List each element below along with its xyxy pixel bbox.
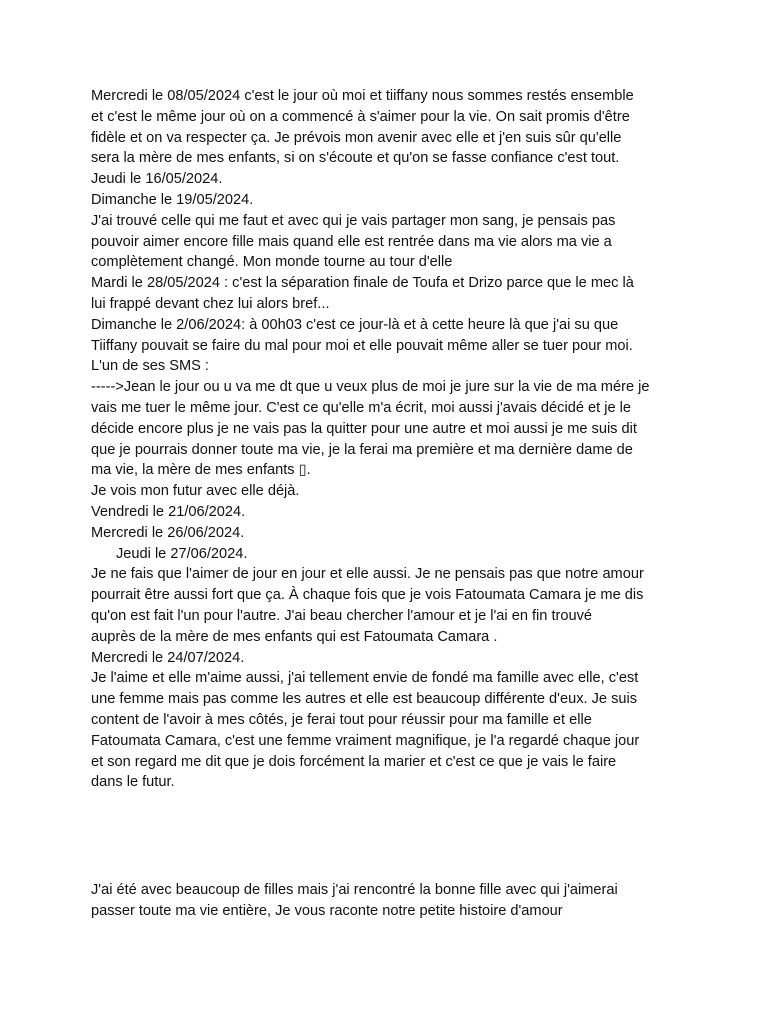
text-line: auprès de la mère de mes enfants qui est Fatoumata Camara .	[91, 628, 498, 645]
text-line: Mardi le 28/05/2024 : c'est la séparation finale de Toufa et Drizo parce que le mec là	[91, 275, 634, 292]
text-line: J'ai été avec beaucoup de filles mais j'ai rencontré la bonne fille avec qui j'aimerai	[91, 882, 618, 898]
text-line: Dimanche le 2/06/2024: à 00h03 c'est ce jour-là et à cette heure là que j'ai su que	[91, 316, 619, 333]
text-line: L'un de ses SMS :	[91, 358, 209, 375]
text-line: pourrait être aussi fort que ça. À chaque fois que je vois Fatoumata Camara je me dis	[91, 587, 644, 604]
text-line: J'ai trouvé celle qui me faut et avec qui je vais partager mon sang, je pensais pas	[91, 212, 616, 229]
text-line: une femme mais pas comme les autres et elle est beaucoup différente d'eux. Je suis	[91, 691, 638, 708]
date-line: Mercredi le 26/06/2024.	[91, 524, 245, 541]
text-line: vais me tuer le même jour. C'est ce qu'elle m'a écrit, moi aussi j'avais décidé et je le	[91, 399, 631, 416]
text-line: que je pourrais donner toute ma vie, je la ferai ma première et ma dernière dame de	[91, 441, 633, 458]
date-line: Jeudi le 27/06/2024.	[116, 545, 248, 562]
diary-text	[91, 86, 691, 793]
closing-paragraph	[91, 880, 691, 922]
text-line: Tiiffany pouvait se faire du mal pour moi et elle pouvait même aller se tuer pour moi.	[91, 337, 633, 354]
text-line: qu'on est fait l'un pour l'autre. J'ai beau chercher l'amour et je l'ai en fin trouvé	[91, 607, 593, 624]
date-line: Dimanche le 19/05/2024.	[91, 191, 254, 208]
text-line: pouvoir aimer encore fille mais quand elle est rentrée dans ma vie alors ma vie a	[91, 233, 612, 250]
text-line: complètement changé. Mon monde tourne au tour d'elle	[91, 254, 453, 271]
text-line: passer toute ma vie entière, Je vous raconte notre petite histoire d'amour	[91, 902, 563, 919]
text-line: et son regard me dit que je dois forcément la marier et c'est ce que je vais le faire	[91, 753, 617, 770]
date-line: Jeudi le 16/05/2024.	[91, 171, 223, 188]
text-line: Je vois mon futur avec elle déjà.	[91, 483, 300, 500]
text-line: décide encore plus je ne vais pas la quitter pour une autre et moi aussi je me suis dit	[91, 420, 637, 437]
text-line: Je l'aime et elle m'aime aussi, j'ai tellement envie de fondé ma famille avec elle, c'est	[91, 670, 639, 687]
text-line: Je ne fais que l'aimer de jour en jour et elle aussi. Je ne pensais pas que notre amour	[91, 566, 644, 583]
text-line: dans le futur.	[91, 774, 175, 791]
text-line: et c'est le même jour où on a commencé à s'aimer pour la vie. On sait promis d'être	[91, 108, 630, 125]
text-line: content de l'avoir à mes côtés, je ferai tout pour réussir pour ma famille et elle	[91, 711, 592, 728]
text-line: Mercredi le 08/05/2024 c'est le jour où moi et tiiffany nous sommes restés ensemble	[91, 88, 634, 104]
text-line: fidèle et on va respecter ça. Je prévois mon avenir avec elle et j'en suis sûr qu'elle	[91, 129, 622, 146]
text-line: ----->Jean le jour ou u va me dt que u veux plus de moi je jure sur la vie de ma mére je	[91, 379, 650, 396]
text-line: Fatoumata Camara, c'est une femme vraiment magnifique, je l'a regardé chaque jour	[91, 732, 640, 749]
date-line: Vendredi le 21/06/2024.	[91, 503, 246, 520]
text-line: sera la mère de mes enfants, si on s'écoute et qu'on se fasse confiance c'est tout.	[91, 150, 620, 167]
date-line: Mercredi le 24/07/2024.	[91, 649, 245, 666]
text-line: lui frappé devant chez lui alors bref...	[91, 295, 330, 312]
text-line: ma vie, la mère de mes enfants ▯.	[91, 462, 311, 479]
